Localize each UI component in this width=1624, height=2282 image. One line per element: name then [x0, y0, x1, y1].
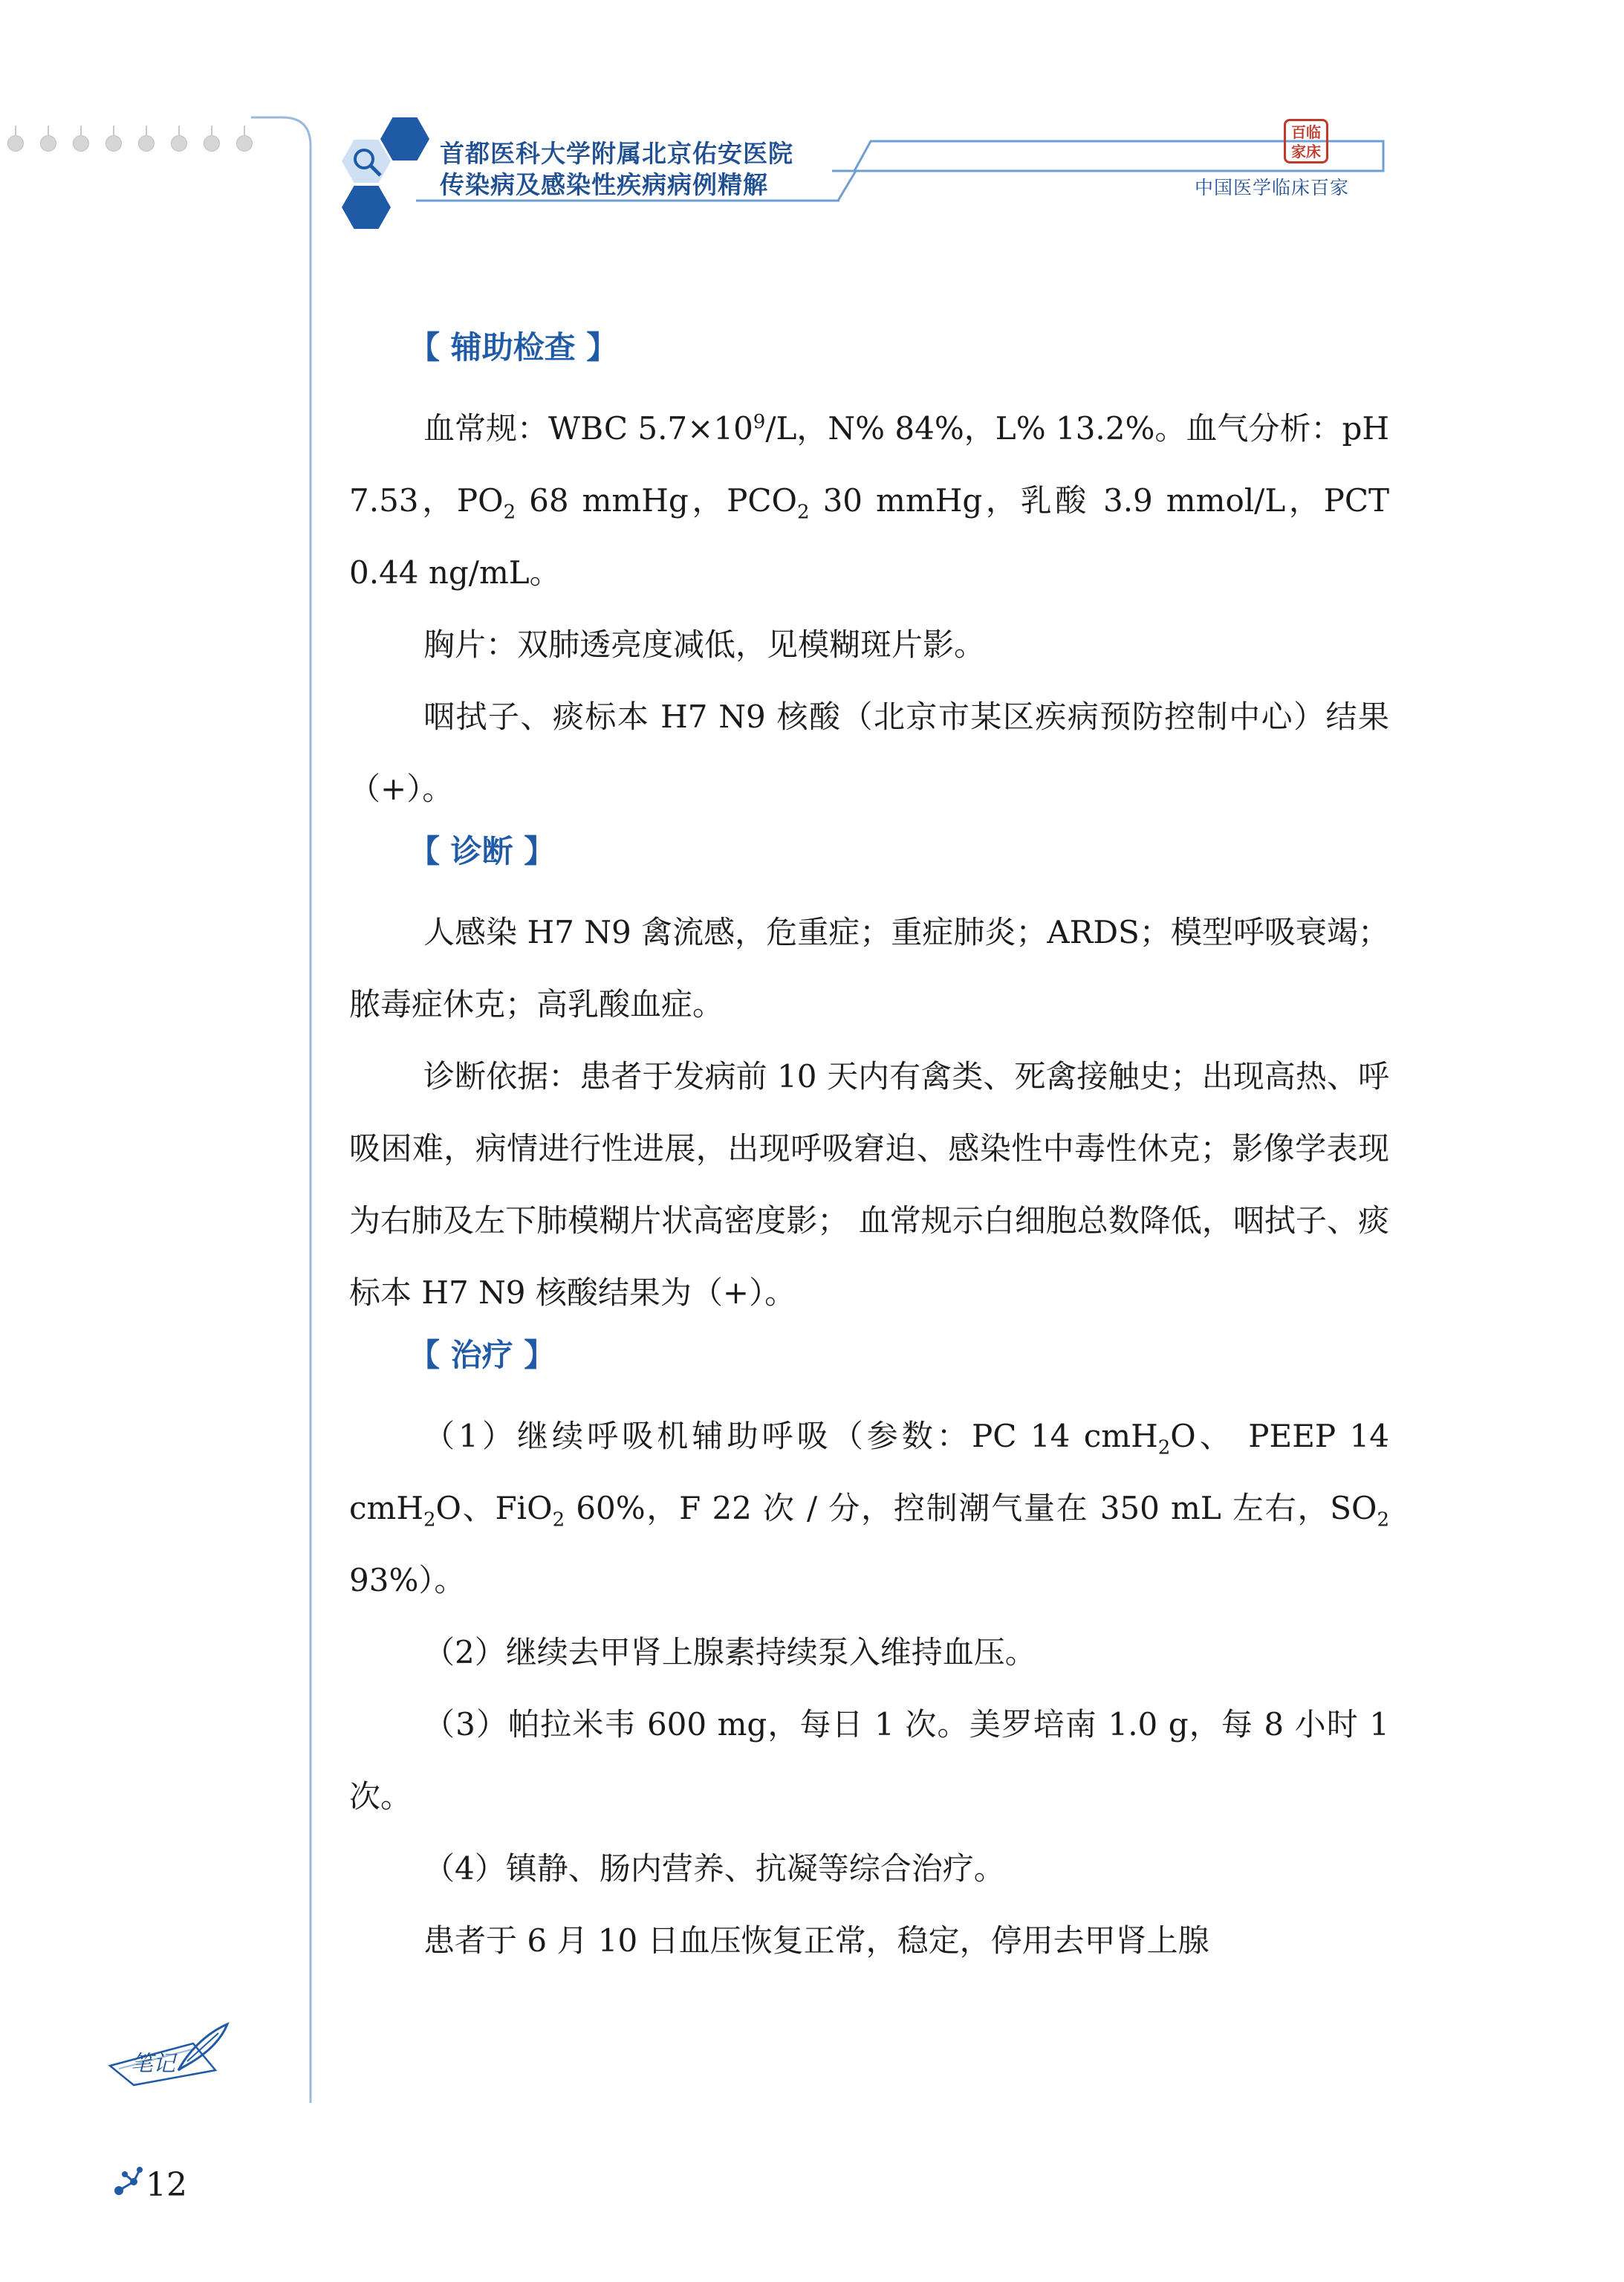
- chest-film-paragraph: 胸片：双肺透亮度减低，见模糊斑片影。: [423, 626, 986, 663]
- hexagon-logo: [342, 126, 446, 230]
- treatment-followup-paragraph: 患者于 6 月 10 日血压恢复正常，稳定，停用去甲肾上腺: [423, 1922, 1209, 1959]
- series-name: 中国医学临床百家: [1195, 177, 1350, 198]
- header-title: [440, 138, 793, 201]
- blood-routine-paragraph: 血常规：WBC $5.7\times 10^9/L$，N% 84%，L% 13.2%。血气分析：pH 7.53，$PO_2$ 68 mmHg，$PCO_2$ 30 mmHg，乳酸 3.9 mmol/L，PCT 0.44 ng/mL。: [349, 410, 1389, 591]
- notes-label-text: 笔记: [131, 2051, 175, 2077]
- magnifier-icon: [349, 146, 385, 178]
- main-content: [349, 327, 1389, 1977]
- seal-logo: 百临家床: [1284, 119, 1328, 163]
- diagnosis-basis-paragraph: 诊断依据：患者于发病前 10 天内有禽类、死禽接触史；出现高热、呼吸困难，病情进行性进展，出现呼吸窘迫、感染性中毒性休克；影像学表现为右肺及左下肺模糊片状高密度影； 血常规示白细胞总数降低，咽拭子、痰标本 H7 N9 核酸结果为（+）。: [349, 1058, 1389, 1311]
- treatment-item-1: （1）继续呼吸机辅助呼吸（参数：PC 14 cmH$_2$O、 PEEP 14 cmH$_2$O、FiO$_2$ 60%，F 22 次 / 分，控制潮气量在 350 mL 左右，$SO_2$ 93%）。: [349, 1418, 1389, 1598]
- notes-label: [104, 2021, 238, 2088]
- section-heading-aux-exam: 【 辅助检查 】: [409, 329, 618, 366]
- diagnosis-paragraph: 人感染 H7 N9 禽流感，危重症；重症肺炎；ARDS；模型呼吸衰竭；脓毒症休克；高乳酸血症。: [349, 914, 1389, 1022]
- molecule-icon: [111, 2164, 146, 2200]
- header-title-line1: 首都医科大学附属北京佑安医院: [440, 139, 793, 168]
- treatment-item-4: （4）镇静、肠内营养、抗凝等综合治疗。: [423, 1850, 1005, 1887]
- swab-paragraph: 咽拭子、痰标本 H7 N9 核酸（北京市某区疾病预防控制中心）结果（+）。: [349, 698, 1389, 807]
- treatment-item-2: （2）继续去甲肾上腺素持续泵入维持血压。: [423, 1634, 1036, 1670]
- header-title-line2: 传染病及感染性疾病病例精解: [440, 170, 768, 199]
- section-heading-diagnosis: 【 诊断 】: [409, 833, 556, 869]
- section-heading-treatment: 【 治疗 】: [409, 1337, 556, 1373]
- quill-pen-icon: [172, 2021, 232, 2073]
- treatment-item-3: （3）帕拉米韦 600 mg，每日 1 次。美罗培南 1.0 g，每 8 小时 1 次。: [349, 1706, 1389, 1815]
- page-number: 12: [146, 2166, 187, 2204]
